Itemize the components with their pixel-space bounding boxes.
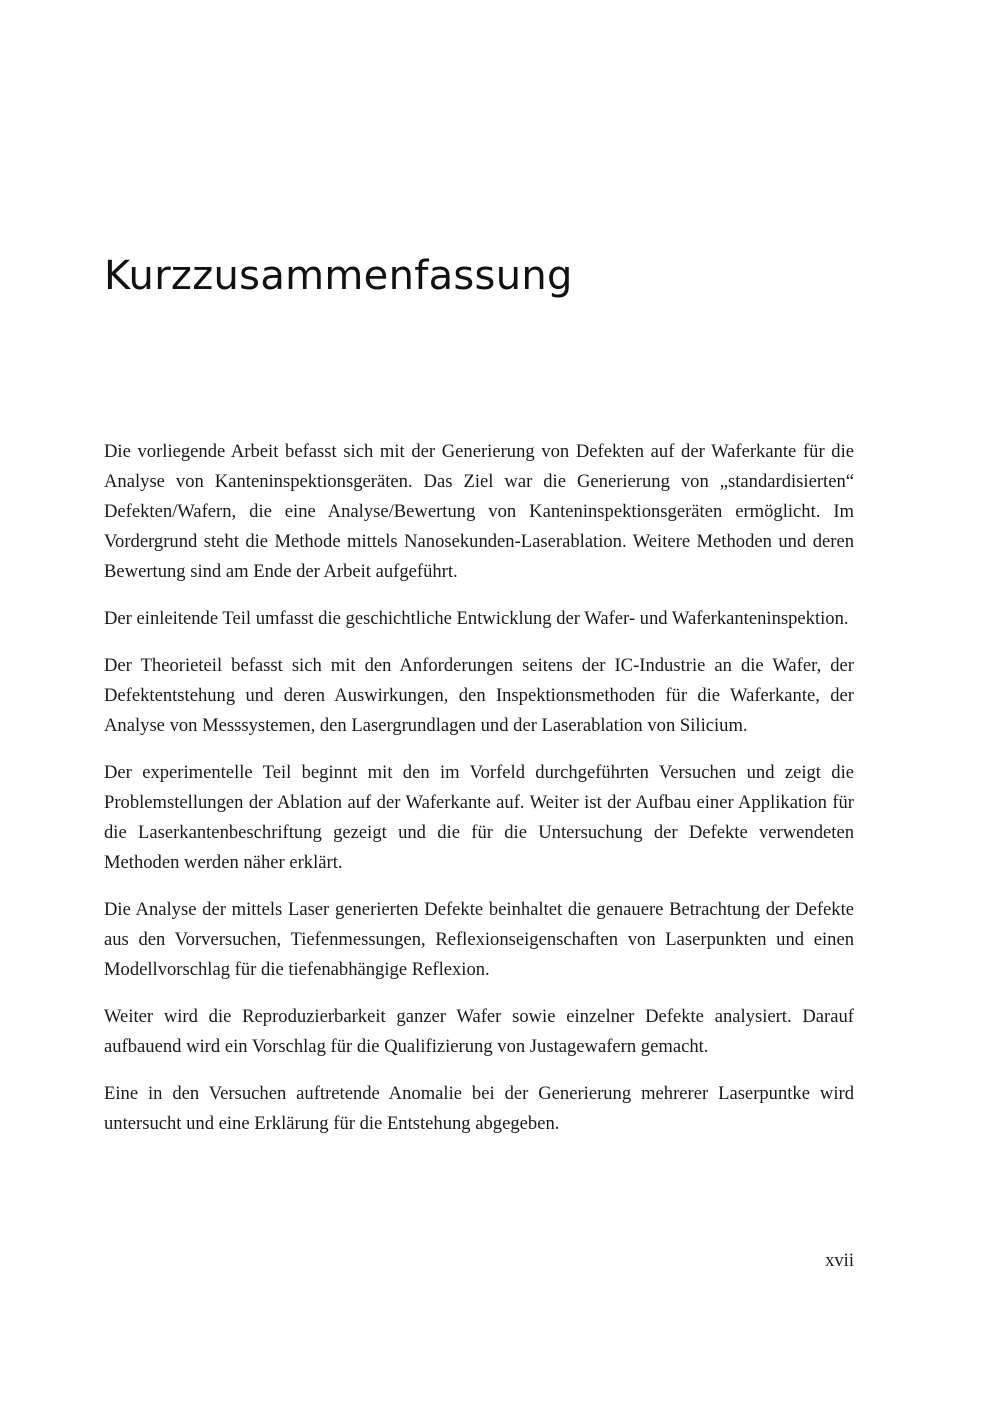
abstract-body — [104, 437, 854, 1156]
paragraph-analysis: Die Analyse der mittels Laser generierten Defekte beinhaltet die genauere Betrachtung der Defekte aus den Vorversuchen, Tiefenmessungen, Reflexionseigenschaften von Laserpunkten und einen Modellvorschlag für die tiefenabhängige Reflexion. — [104, 899, 854, 980]
page-number: xvii — [825, 1250, 854, 1271]
paragraph-history: Der einleitende Teil umfasst die geschichtliche Entwicklung der Wafer- und Waferkanteninspektion. — [104, 608, 849, 629]
paragraph-reproducibility: Weiter wird die Reproduzierbarkeit ganzer Wafer sowie einzelner Defekte analysiert. Darauf aufbauend wird ein Vorschlag für die Qualifizierung von Justagewafern gemacht. — [104, 1006, 854, 1057]
paragraph-anomaly: Eine in den Versuchen auftretende Anomalie bei der Generierung mehrerer Laserpuntke wird untersucht und eine Erklärung für die Entstehung abgegeben. — [104, 1083, 854, 1134]
paragraph-intro: Die vorliegende Arbeit befasst sich mit der Generierung von Defekten auf der Waferkante für die Analyse von Kanteninspektionsgeräten. Das Ziel war die Generierung von „standardisierten“ Defekten/Wafern, die eine Analyse/Bewertung von Kanteninspektionsgeräten ermöglicht. Im Vordergrund steht die Methode mittels Nanosekunden-Laserablation. Weitere Methoden und deren Bewertung sind am Ende der Arbeit aufgeführt. — [104, 441, 854, 582]
chapter-title: Kurzzusammenfassung — [104, 253, 573, 299]
paragraph-experimental: Der experimentelle Teil beginnt mit den im Vorfeld durchgeführten Versuchen und zeigt die Problemstellungen der Ablation auf der Waferkante auf. Weiter ist der Aufbau einer Applikation für die Laserkantenbeschriftung gezeigt und die für die Untersuchung der Defekte verwendeten Methoden werden näher erklärt. — [104, 762, 854, 873]
paragraph-theory: Der Theorieteil befasst sich mit den Anforderungen seitens der IC-Industrie an die Wafer, der Defektentstehung und deren Auswirkungen, den Inspektionsmethoden für die Waferkante, der Analyse von Messsystemen, den Lasergrundlagen und der Laserablation von Silicium. — [104, 655, 854, 736]
